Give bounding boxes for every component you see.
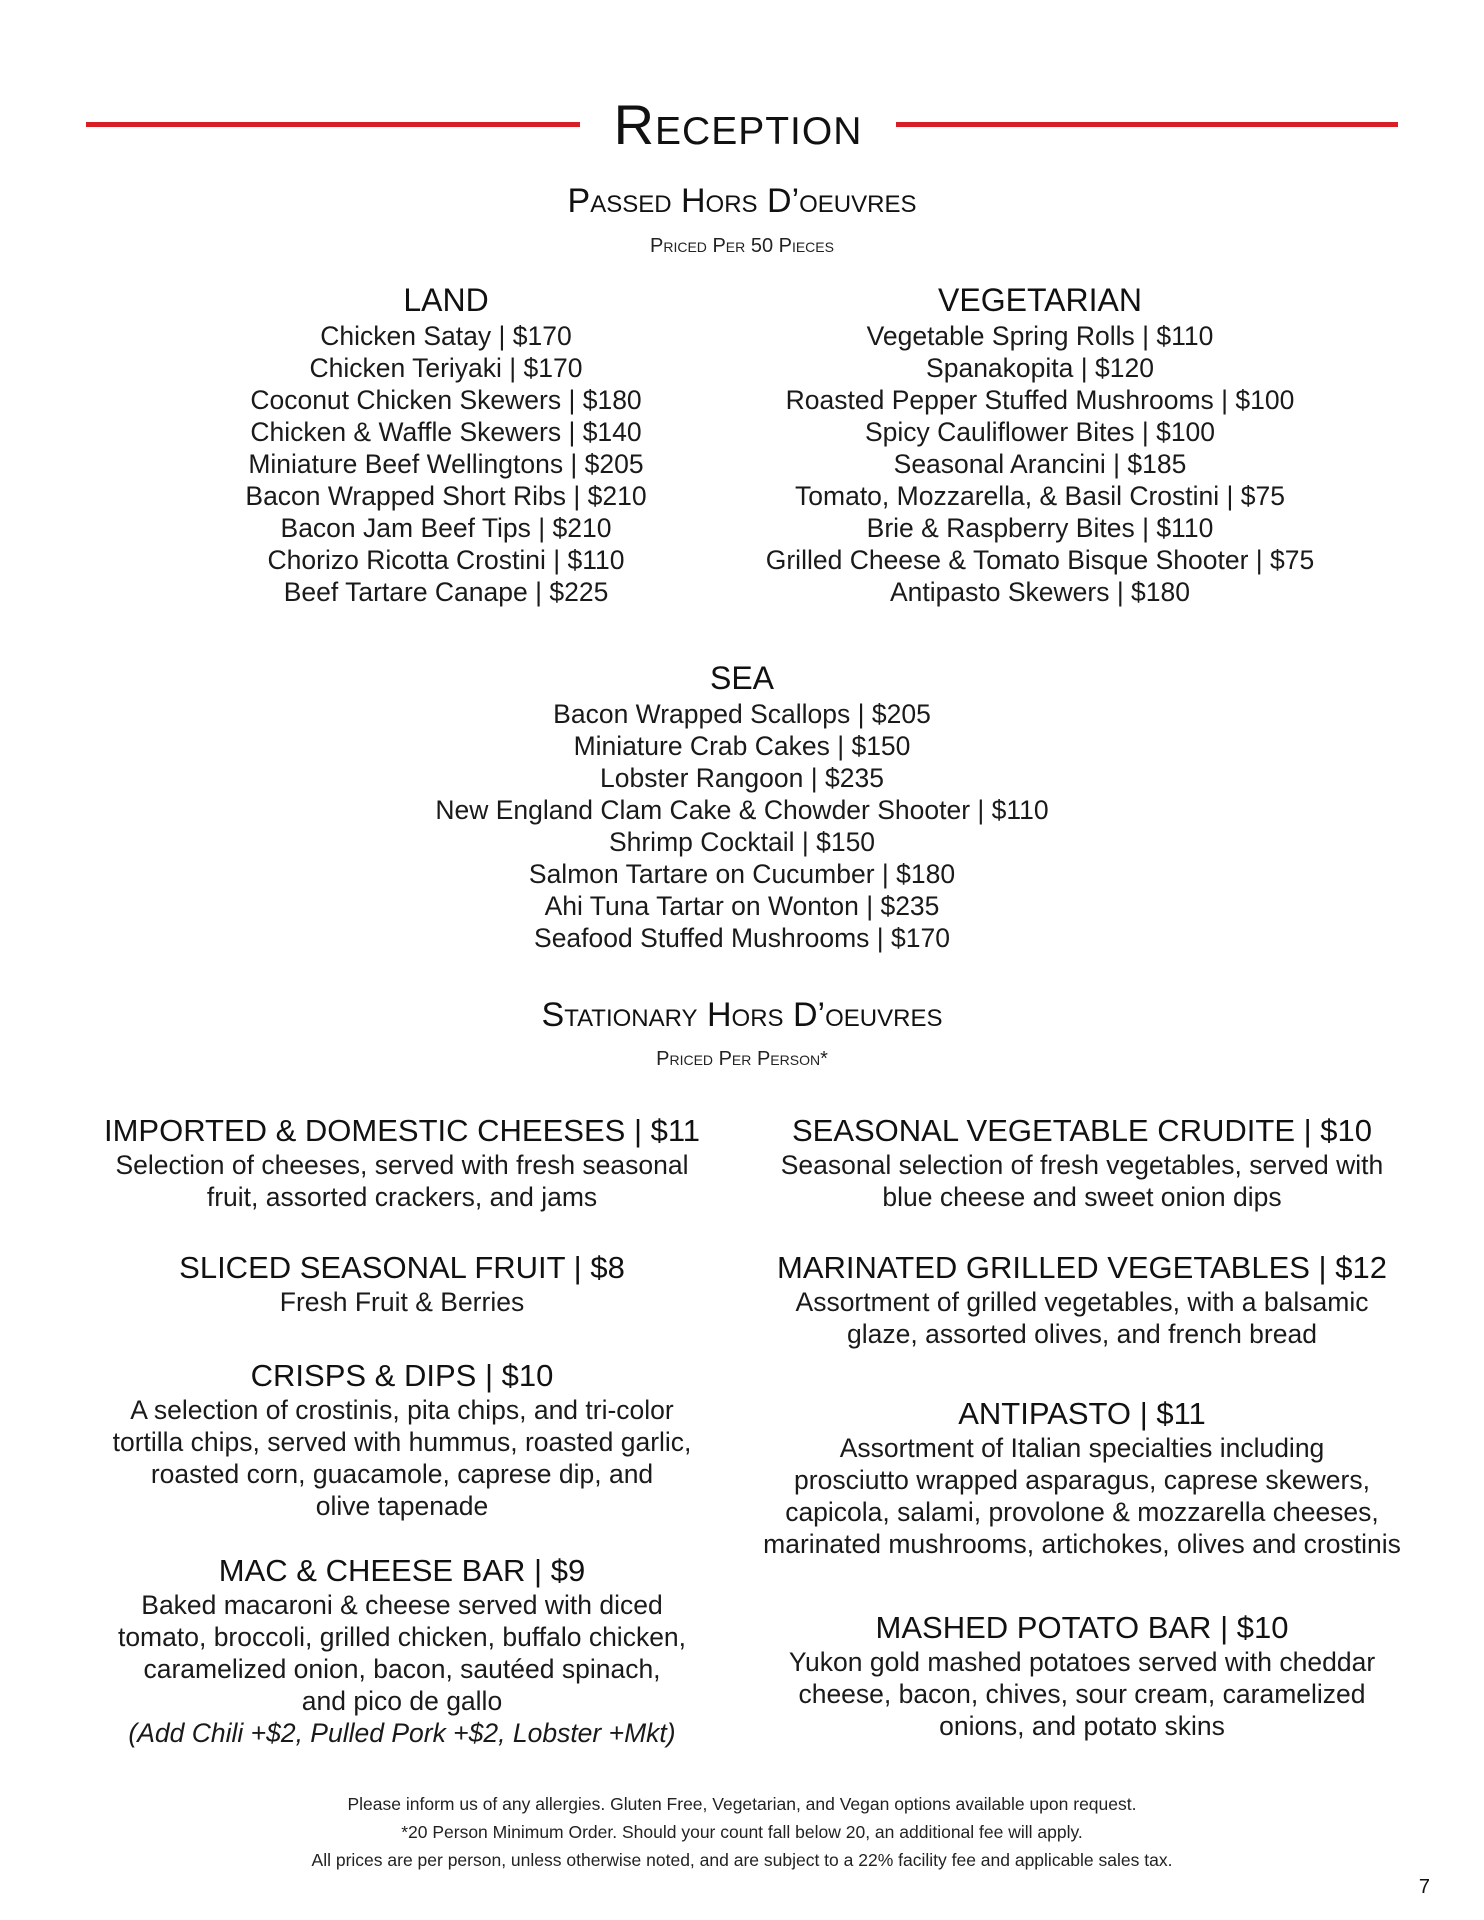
title-rule-right	[896, 122, 1398, 127]
station-price: | $10	[484, 1358, 554, 1393]
station-heading	[92, 1553, 712, 1589]
station-price: | $11	[1139, 1396, 1206, 1431]
station-desc-line: tortilla chips, served with hummus, roasted garlic,	[112, 1427, 692, 1457]
station-antipasto	[752, 1396, 1412, 1560]
land-heading: LAND	[403, 282, 489, 318]
vegetarian-item: Seasonal Arancini | $185	[893, 449, 1187, 479]
station-desc-line: marinated mushrooms, artichokes, olives and crostinis	[763, 1529, 1401, 1559]
station-desc-line: Baked macaroni & cheese served with diced	[141, 1590, 663, 1620]
sea-item: Shrimp Cocktail | $150	[608, 827, 876, 857]
station-name: ANTIPASTO	[958, 1396, 1132, 1431]
station-desc-line: Assortment of Italian specialties including	[839, 1433, 1325, 1463]
station-name: IMPORTED & DOMESTIC CHEESES	[103, 1113, 626, 1148]
station-addon-note: (Add Chili +$2, Pulled Pork +$2, Lobster +Mkt)	[128, 1718, 676, 1748]
station-name: SEASONAL VEGETABLE CRUDITE	[791, 1113, 1295, 1148]
footer-allergy-note: Please inform us of any allergies. Gluten Free, Vegetarian, and Vegan options available upon request.	[347, 1794, 1137, 1814]
vegetarian-heading: VEGETARIAN	[938, 282, 1142, 318]
sea-item: Lobster Rangoon | $235	[600, 763, 884, 793]
station-heading	[752, 1396, 1412, 1432]
station-heading	[92, 1358, 712, 1394]
station-name: CRISPS & DIPS	[250, 1358, 477, 1393]
station-desc-line: Selection of cheeses, served with fresh seasonal	[115, 1150, 689, 1180]
sea-item: New England Clam Cake & Chowder Shooter | $110	[435, 795, 1049, 825]
station-mac-cheese	[92, 1553, 712, 1749]
station-desc-line: Yukon gold mashed potatoes served with cheddar	[788, 1647, 1376, 1677]
station-name: MARINATED GRILLED VEGETABLES	[777, 1250, 1310, 1285]
stationary-section-subtitle: Priced Per Person*	[656, 1048, 828, 1070]
vegetarian-item: Antipasto Skewers | $180	[889, 577, 1191, 607]
station-price: | $11	[633, 1113, 701, 1148]
station-desc-line: roasted corn, guacamole, caprese dip, and	[150, 1459, 654, 1489]
station-heading	[752, 1250, 1412, 1286]
vegetarian-item: Grilled Cheese & Tomato Bisque Shooter | $75	[765, 545, 1315, 575]
vegetarian-item: Spanakopita | $120	[926, 353, 1154, 383]
land-item: Chicken Satay | $170	[320, 321, 572, 351]
vegetarian-item: Roasted Pepper Stuffed Mushrooms | $100	[785, 385, 1295, 415]
passed-section-title: Passed Hors D’oeuvres	[567, 182, 917, 220]
station-desc-line: Assortment of grilled vegetables, with a balsamic	[795, 1287, 1369, 1317]
station-name: MASHED POTATO BAR	[875, 1610, 1212, 1645]
title-rule-left	[86, 122, 580, 127]
land-item: Chicken & Waffle Skewers | $140	[250, 417, 642, 447]
land-item: Miniature Beef Wellingtons | $205	[248, 449, 644, 479]
station-desc-line: onions, and potato skins	[939, 1711, 1225, 1741]
page-title: Reception	[613, 93, 863, 156]
station-price: | $9	[534, 1553, 586, 1588]
station-desc-line: caramelized onion, bacon, sautéed spinach,	[143, 1654, 661, 1684]
station-desc-line: glaze, assorted olives, and french bread	[847, 1319, 1317, 1349]
sea-item: Bacon Wrapped Scallops | $205	[553, 699, 931, 729]
sea-column	[392, 658, 1092, 954]
sea-item: Ahi Tuna Tartar on Wonton | $235	[544, 891, 940, 921]
station-desc-line: tomato, broccoli, grilled chicken, buffalo chicken,	[117, 1622, 687, 1652]
station-name: MAC & CHEESE BAR	[218, 1553, 526, 1588]
stationary-section-title: Stationary Hors D’oeuvres	[541, 996, 943, 1034]
station-heading	[752, 1610, 1412, 1646]
sea-heading: SEA	[709, 660, 775, 696]
station-desc-line: A selection of crostinis, pita chips, and tri-color	[130, 1395, 674, 1425]
station-desc-line: capicola, salami, provolone & mozzarella cheeses,	[785, 1497, 1379, 1527]
station-crisps	[92, 1358, 712, 1522]
station-fruit	[92, 1250, 712, 1318]
station-desc-line: Fresh Fruit & Berries	[279, 1287, 525, 1317]
land-item: Chicken Teriyaki | $170	[309, 353, 583, 383]
sea-item: Miniature Crab Cakes | $150	[573, 731, 911, 761]
page-number: 7	[1418, 1876, 1430, 1898]
sea-item: Salmon Tartare on Cucumber | $180	[528, 859, 956, 889]
station-heading	[92, 1250, 712, 1286]
footer-notes	[0, 1790, 1484, 1874]
footer-minimum-note: *20 Person Minimum Order. Should your count fall below 20, an additional fee will apply.	[401, 1822, 1083, 1842]
station-mashed-potato	[752, 1610, 1412, 1742]
station-cheeses	[92, 1113, 712, 1213]
station-desc-line: blue cheese and sweet onion dips	[882, 1182, 1282, 1212]
title-row	[86, 92, 1398, 162]
sea-item: Seafood Stuffed Mushrooms | $170	[534, 923, 950, 953]
station-price: | $10	[1220, 1610, 1289, 1645]
vegetarian-item: Vegetable Spring Rolls | $110	[866, 321, 1214, 351]
land-item: Chorizo Ricotta Crostini | $110	[267, 545, 625, 575]
station-name: SLICED SEASONAL FRUIT	[179, 1250, 566, 1285]
station-price: | $10	[1303, 1113, 1373, 1148]
footer-pricing-note: All prices are per person, unless otherwise noted, and are subject to a 22% facility fee and applicable sales tax.	[311, 1850, 1173, 1870]
land-item: Coconut Chicken Skewers | $180	[250, 385, 642, 415]
vegetarian-column	[730, 280, 1350, 608]
vegetarian-item: Spicy Cauliflower Bites | $100	[864, 417, 1216, 447]
station-desc-line: Seasonal selection of fresh vegetables, served with	[780, 1150, 1384, 1180]
land-item: Bacon Jam Beef Tips | $210	[280, 513, 612, 543]
station-price: | $8	[573, 1250, 625, 1285]
land-column	[190, 280, 702, 608]
vegetarian-item: Tomato, Mozzarella, & Basil Crostini | $75	[795, 481, 1285, 511]
vegetarian-item: Brie & Raspberry Bites | $110	[866, 513, 1214, 543]
land-item: Bacon Wrapped Short Ribs | $210	[245, 481, 647, 511]
passed-section-subtitle: Priced Per 50 Pieces	[650, 235, 834, 257]
station-grilled-vegetables	[752, 1250, 1412, 1350]
station-desc-line: and pico de gallo	[301, 1686, 503, 1716]
station-heading	[92, 1113, 712, 1149]
station-desc-line: cheese, bacon, chives, sour cream, caramelized	[798, 1679, 1366, 1709]
station-desc-line: olive tapenade	[315, 1491, 489, 1521]
land-item: Beef Tartare Canape | $225	[283, 577, 609, 607]
station-heading	[752, 1113, 1412, 1149]
station-price: | $12	[1318, 1250, 1387, 1285]
station-desc-line: prosciutto wrapped asparagus, caprese skewers,	[794, 1465, 1370, 1495]
station-desc-line: fruit, assorted crackers, and jams	[206, 1182, 598, 1212]
station-crudite	[752, 1113, 1412, 1213]
